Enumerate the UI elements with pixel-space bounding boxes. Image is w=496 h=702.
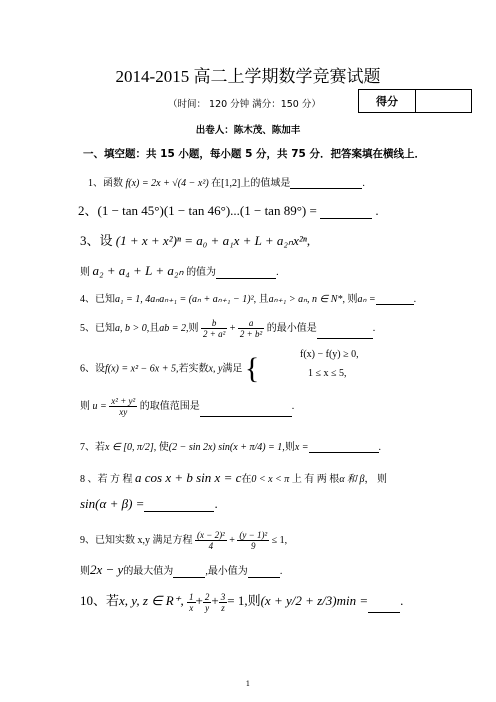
question-9: 9、已知实数 x,y 满足方程 $\frac{\text{(x − 2)²}}{4}$ + $\frac{\text{(y − 1)²}}{9}$ ≤ 1,: [80, 530, 288, 551]
score-box: [358, 89, 472, 113]
q1-expr: f(x) = 2x + √(4 − x²): [125, 178, 209, 189]
exam-time-info: （时间： 120 分钟 满分：150 分）: [168, 99, 321, 110]
question-4: 4、已知a₁ = 1, 4aₙaₙ₊₁ = (aₙ + aₙ₊₁ − 1)², 且aₙ₊₁ > aₙ, n ∈ N*, 则aₙ = .: [80, 294, 417, 305]
question-9-cont: 则2x − y的最大值为 ,最小值为 .: [80, 562, 283, 577]
answer-line: [173, 567, 205, 578]
question-10: 10、若x, y, z ∈ R⁺, $\frac{1}{x}$ + $\frac{2}{y}$ + $\frac{3}{z}$ = 1,则(x + y/2 + z/3)min = .: [80, 591, 404, 613]
answer-line: [248, 567, 280, 578]
answer-line: [144, 501, 214, 512]
setters: 出卷人：陈木茂、陈加丰: [195, 125, 301, 136]
score-label: 得分: [359, 90, 416, 112]
score-blank: [416, 90, 471, 112]
answer-line: [320, 208, 372, 219]
exam-title: 2014-2015 高二上学期数学竞赛试题: [115, 67, 381, 86]
answer-line: [317, 328, 373, 339]
question-6-cont: 则 u = $\frac{\text{x² + y²}}{xy}$ 的取值范围是 .: [80, 396, 295, 417]
question-7: 7、若x ∈ [0, π/2], 使(2 − sin 2x) sin(x + π/4) = 1,则x = .: [80, 442, 381, 453]
answer-line: [216, 268, 276, 279]
q6-cond2: 1 ≤ x ≤ 5,: [308, 368, 347, 379]
q3-expr: (1 + x + x²)ⁿ = a₀ + a₁x + L + a₂ₙx²ⁿ: [115, 233, 307, 248]
question-5: 5、已知a, b > 0,且ab = 2,则 $\frac{b}{\text{2 + a²}}$ + $\frac{a}{\text{2 + b²}}$ 的最小值是 .: [80, 318, 376, 339]
question-8-cont: sin(α + β) = .: [80, 496, 218, 511]
answer-line: [200, 406, 292, 417]
page-number: 1: [245, 680, 251, 688]
answer-line: [376, 294, 414, 305]
answer-line: [368, 602, 400, 613]
question-3: 3、设 (1 + x + x²)ⁿ = a₀ + a₁x + L + a₂ₙx²ⁿ,: [80, 233, 311, 248]
q2-expr: (1 − tan 45°)(1 − tan 46°)...(1 − tan 89°) =: [97, 203, 317, 218]
question-8: 8 、若 方 程 a cos x + b sin x = c在0 < x < π 上 有 两 根α 和 β， 则: [80, 470, 388, 485]
question-1: 1、函数 f(x) = 2x + √(4 − x²) 在[1,2]上的值域是 .: [88, 178, 365, 189]
section-heading: 一、填空题：共 15 小题，每小题 5 分，共 75 分．把答案填在横线上．: [83, 148, 425, 160]
q6-cond1: f(x) − f(y) ≥ 0,: [300, 349, 359, 360]
question-6: 6、设f(x) = x² − 6x + 5,若实数x, y满足 {: [80, 352, 260, 385]
answer-line: [309, 442, 379, 453]
question-3-cont: 则 a₂ + a₄ + L + a₂ₙ 的值为 .: [80, 263, 279, 278]
question-2: 2、(1 − tan 45°)(1 − tan 46°)...(1 − tan 89°) = .: [78, 203, 379, 218]
answer-line: [290, 178, 362, 189]
